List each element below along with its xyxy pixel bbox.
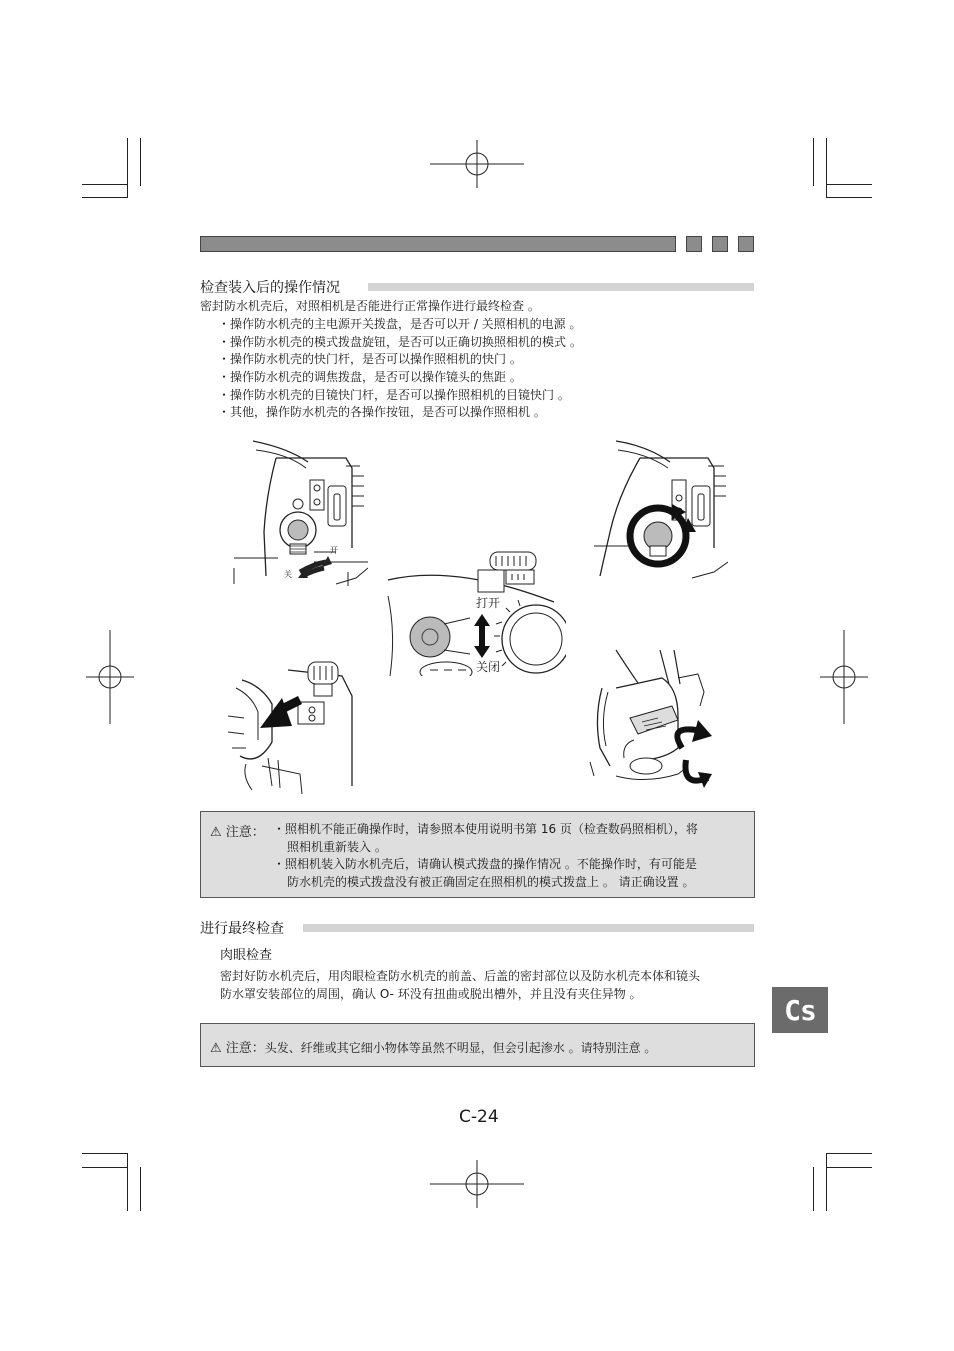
mode-dial-illustration: [588, 436, 728, 586]
header-bar: [200, 236, 676, 252]
inspection-text: 防水罩安装部位的周围，确认 O- 环没有扭曲或脱出槽外，并且没有夹住异物 。: [220, 987, 642, 1001]
list-item: ・操作防水机壳的快门杆，是否可以操作照相机的快门 。: [218, 352, 522, 366]
subsection-title: 肉眼检查: [220, 948, 273, 963]
header-square: [712, 236, 728, 252]
registration-mark-bottom: [430, 1160, 524, 1208]
caution-text: 照相机重新装入 。: [287, 840, 387, 854]
caution-label: ⚠ 注意：: [210, 825, 265, 840]
language-tab: Cs: [772, 987, 828, 1033]
power-on-label: 开: [330, 546, 338, 555]
section-intro: 密封防水机壳后，对照相机是否能进行正常操作进行最终检查 。: [200, 299, 540, 313]
open-label: 打开: [476, 596, 501, 610]
close-label: 关闭: [476, 660, 501, 674]
section-title-bar: [303, 924, 754, 932]
list-item: ・操作防水机壳的调焦拨盘，是否可以操作镜头的焦距 。: [218, 370, 522, 384]
caution-box: [200, 811, 755, 898]
registration-mark-left: [86, 630, 134, 724]
eyepiece-illustration: [586, 648, 726, 794]
caution-box: [200, 1023, 755, 1067]
header-square: [738, 236, 754, 252]
inspection-text: 密封好防水机壳后，用肉眼检查防水机壳的前盖、后盖的密封部位以及防水机壳本体和镜头: [220, 969, 701, 983]
list-item: ・操作防水机壳的主电源开关拨盘，是否可以开 / 关照相机的电源 。: [218, 317, 582, 331]
list-item: ・操作防水机壳的模式拨盘旋钮，是否可以正确切换照相机的模式 。: [218, 335, 582, 349]
shutter-lever-illustration: [222, 656, 356, 794]
caution-bullet: ・照相机不能正确操作时，请参照本使用说明书第 16 页（检查数码照相机），将: [273, 822, 698, 836]
header-square: [686, 236, 702, 252]
section-title: 进行最终检查: [200, 921, 284, 937]
page-number: C-24: [459, 1107, 499, 1127]
list-item: ・其他，操作防水机壳的各操作按钮，是否可以操作照相机 。: [218, 405, 546, 419]
caution-label: ⚠ 注意：头发、纤维或其它细小物体等虽然不明显，但会引起渗水 。请特别注意 。: [210, 1041, 657, 1056]
caution-text: 防水机壳的模式拨盘没有被正确固定在照相机的模式拨盘上 。 请正确设置 。: [287, 875, 695, 889]
section-title-bar: [368, 283, 754, 291]
registration-mark-top: [430, 140, 524, 188]
registration-mark-right: [820, 630, 868, 724]
list-item: ・操作防水机壳的目镜快门杆，是否可以操作照相机的目镜快门 。: [218, 388, 570, 402]
caution-bullet: ・照相机装入防水机壳后，请确认模式拨盘的操作情况 。不能操作时，有可能是: [273, 857, 697, 871]
section-title: 检查装入后的操作情况: [200, 280, 340, 296]
power-switch-illustration: [228, 436, 368, 586]
power-off-label: 关: [284, 570, 292, 579]
